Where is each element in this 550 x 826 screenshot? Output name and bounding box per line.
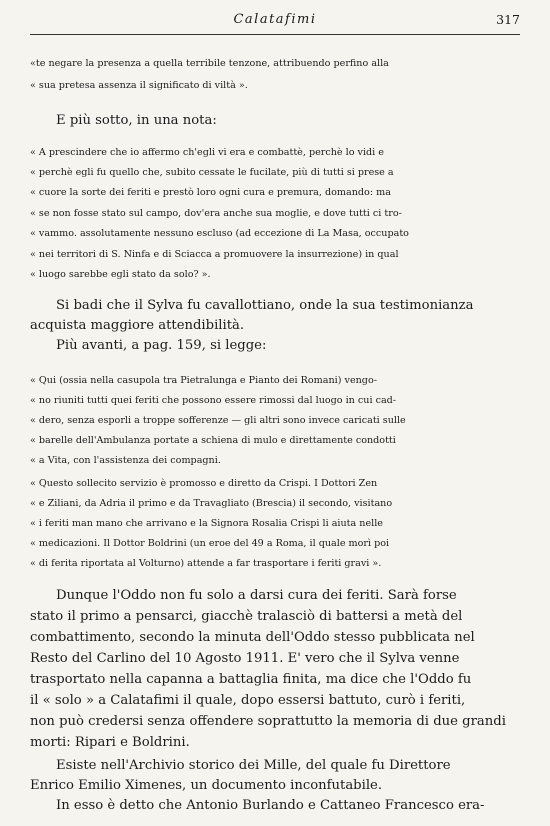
quote-line: « barelle dell'Ambulanza portate a schiena di mulo e direttamente condotti bbox=[30, 435, 396, 446]
text-line: « sua pretesa assenza il significato di viltà ». bbox=[30, 80, 248, 91]
quote-line: « no riuniti tutti quei feriti che possono essere rimossi dal luogo in cui cad- bbox=[30, 395, 397, 406]
quote-line: « cuore la sorte dei feriti e prestò loro ogni cura e premura, domando: ma bbox=[30, 187, 391, 198]
quote-line: « dero, senza esporli a troppe sofferenze — gli altri sono invece caricati sulle bbox=[30, 415, 406, 426]
text-line: Resto del Carlino del 10 Agosto 1911. E' vero che il Sylva venne bbox=[30, 651, 460, 666]
quote-line: « vammo. assolutamente nessuno escluso (ad eccezione di La Masa, occupato bbox=[30, 228, 409, 239]
text-line: Più avanti, a pag. 159, si legge: bbox=[56, 338, 267, 353]
text-line: il « solo » a Calatafimi il quale, dopo essersi battuto, curò i feriti, bbox=[30, 693, 466, 708]
quote-line: « e Ziliani, da Adria il primo e da Travagliato (Brescia) il secondo, visitano bbox=[30, 498, 393, 509]
quote-line: « se non fosse stato sul campo, dov'era anche sua moglie, e dove tutti ci tro- bbox=[30, 208, 402, 219]
text-line: non può credersi senza offendere soprattutto la memoria di due grandi bbox=[30, 714, 506, 729]
quote-line: « a Vita, con l'assistenza dei compagni. bbox=[30, 455, 221, 466]
quote-line: « A prescindere che io affermo ch'egli vi era e combattè, perchè lo vidi e bbox=[30, 147, 384, 158]
text-line: trasportato nella capanna a battaglia finita, ma dice che l'Oddo fu bbox=[30, 672, 472, 687]
quote-line: « nei territori di S. Ninfa e di Sciacca a promuovere la insurrezione) in qual bbox=[30, 249, 399, 260]
text-line: Dunque l'Oddo non fu solo a darsi cura dei feriti. Sarà forse bbox=[56, 588, 457, 603]
running-title: Calatafimi bbox=[233, 12, 317, 27]
text-line: In esso è detto che Antonio Burlando e Cattaneo Francesco era- bbox=[56, 798, 485, 813]
text-line: Si badi che il Sylva fu cavallottiano, onde la sua testimonianza bbox=[56, 298, 474, 313]
quote-line: « di ferita riportata al Volturno) attende a far trasportare i feriti gravi ». bbox=[30, 558, 382, 569]
quote-line: « Qui (ossia nella casupola tra Pietralunga e Pianto dei Romani) vengo- bbox=[30, 375, 377, 386]
text-line: «te negare la presenza a quella terribile tenzone, attribuendo perfino alla bbox=[30, 58, 389, 69]
quote-line: « i feriti man mano che arrivano e la Signora Rosalia Crispi li aiuta nelle bbox=[30, 518, 383, 529]
text-line: stato il primo a pensarci, giacchè tralasciò di battersi a metà del bbox=[30, 609, 463, 624]
page-number: 317 bbox=[496, 12, 520, 27]
text-line: Enrico Emilio Ximenes, un documento inconfutabile. bbox=[30, 778, 383, 793]
quote-line: « perchè egli fu quello che, subito cessate le fucilate, più di tutti si prese a bbox=[30, 167, 394, 178]
text-line: acquista maggiore attendibilità. bbox=[30, 318, 245, 333]
header-rule bbox=[30, 34, 520, 35]
text-line: morti: Ripari e Boldrini. bbox=[30, 735, 190, 750]
quote-line: « luogo sarebbe egli stato da solo? ». bbox=[30, 269, 211, 280]
text-line: combattimento, secondo la minuta dell'Oddo stesso pubblicata nel bbox=[30, 630, 475, 645]
running-head bbox=[30, 12, 520, 32]
text-line: Esiste nell'Archivio storico dei Mille, del quale fu Direttore bbox=[56, 758, 451, 773]
section-lead: E più sotto, in una nota: bbox=[56, 113, 217, 128]
quote-line: « medicazioni. Il Dottor Boldrini (un eroe del 49 a Roma, il quale morì poi bbox=[30, 538, 390, 549]
quote-line: « Questo sollecito servizio è promosso e diretto da Crispi. I Dottori Zen bbox=[30, 478, 378, 489]
